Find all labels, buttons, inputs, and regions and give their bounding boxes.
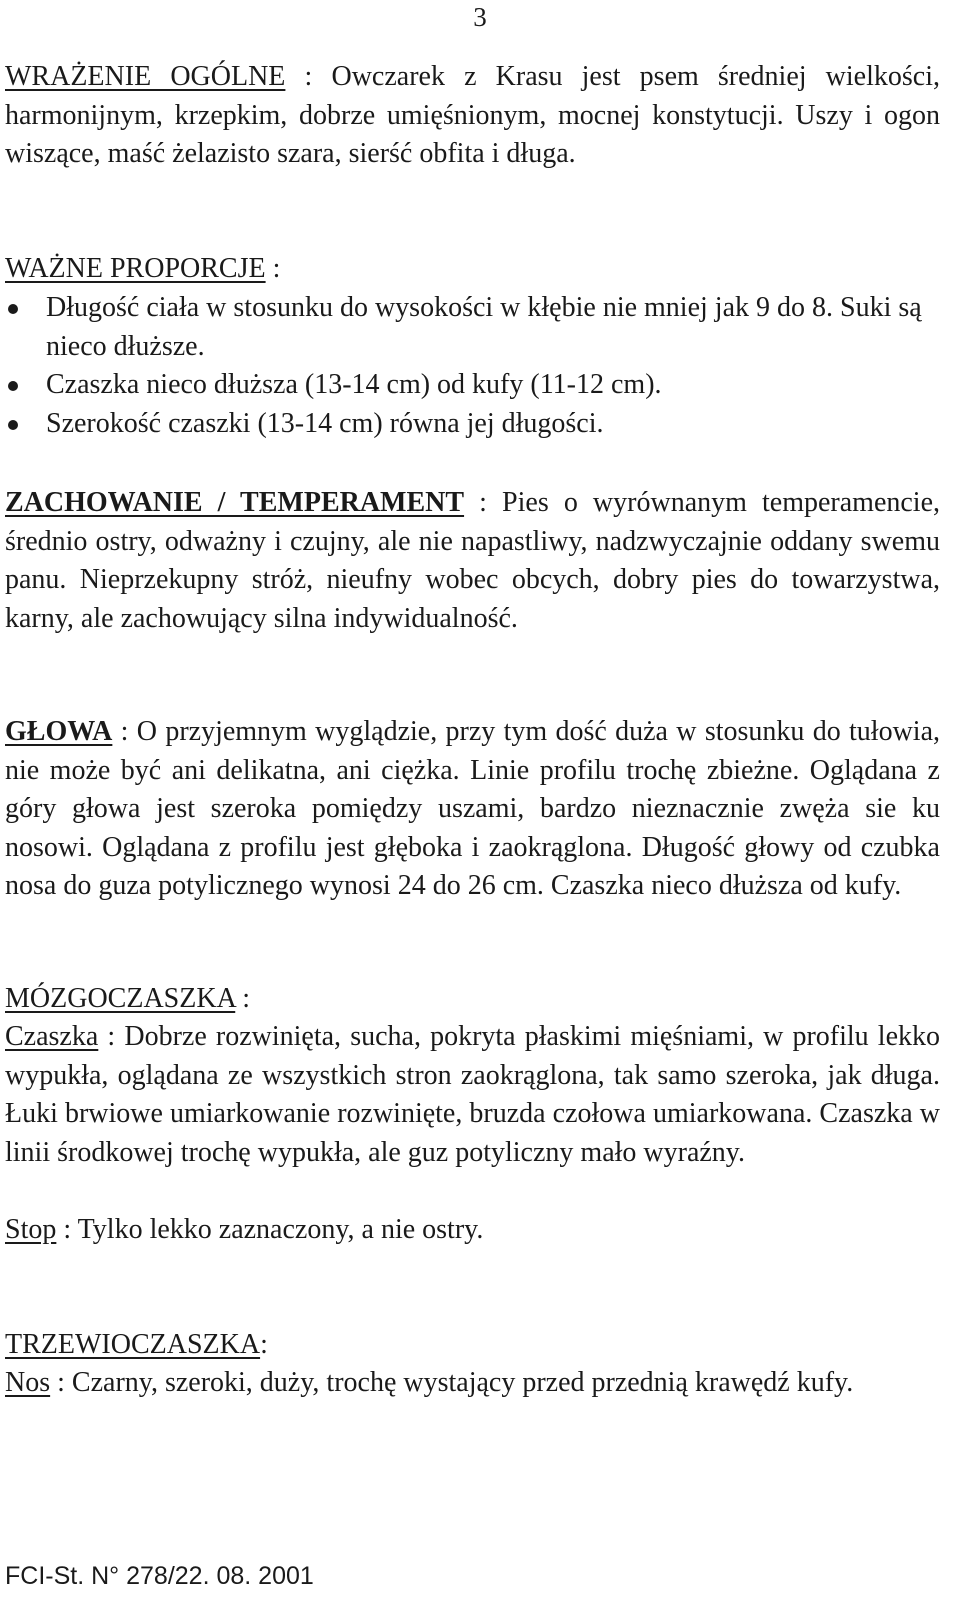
facial-heading-line — [5, 1326, 940, 1365]
skull-section — [5, 1018, 940, 1172]
skull-label: Czaszka — [5, 1021, 99, 1052]
nose-text: Czarny, szeroki, duży, trochę wystający przed przednią krawędź kufy. — [71, 1367, 854, 1398]
skull-separator: : — [98, 1021, 125, 1052]
list-item — [5, 405, 940, 444]
stop-text: Tylko lekko zaznaczony, a nie ostry. — [77, 1214, 484, 1245]
stop-separator: : — [56, 1214, 78, 1245]
nose-separator: : — [50, 1367, 72, 1398]
cranial-heading-line — [5, 980, 940, 1019]
list-item — [5, 289, 940, 366]
general-appearance-text: Owczarek z Krasu jest psem średniej wielkości, harmonijnym, krzepkim, dobrze umięśnionym, mocnej konstytucji. Uszy i ogon wiszące, maść żelazisto szara, sierść obfita i długa. — [5, 61, 940, 169]
proportions-list — [5, 289, 940, 443]
cranial-heading: MÓZGOCZASZKA — [5, 983, 236, 1014]
temperament-section — [5, 484, 940, 638]
temperament-heading: ZACHOWANIE / TEMPERAMENT — [5, 487, 465, 518]
footer-standard-reference: FCI-St. N° 278/22. 08. 2001 — [5, 1562, 314, 1590]
head-text: O przyjemnym wyglądzie, przy tym dość duża w stosunku do tułowia, nie może być ani delikatna, ani ciężka. Linie profilu trochę zbieżne. Oglądana z góry głowa jest szeroka pomiędzy uszami, bardzo nieznacznie zwęża sie ku nosowi. Oglądana z profilu jest głęboka i zaokrąglona. Długość głowy od czubka nosa do guza potylicznego wynosi 24 do 26 cm. Czaszka nieco dłuższa od kufy. — [5, 716, 941, 901]
skull-text: Dobrze rozwinięta, sucha, pokryta płaskimi mięśniami, w profilu lekko wypukła, oglądana ze wszystkich stron zaokrąglona, tak samo szeroka, jak długa. Łuki brwiowe umiarkowanie rozwinięte, bruzda czołowa umiarkowana. Czaszka w linii środkowej trochę wypukła, ale guz potyliczny mało wyraźny. — [5, 1021, 941, 1168]
nose-label: Nos — [5, 1367, 51, 1398]
proportion-text: Długość ciała w stosunku do wysokości w kłębie nie mniej jak 9 do 8. Suki są nieco dłuższe. — [46, 292, 922, 362]
page-number: 3 — [473, 2, 487, 32]
proportions-heading-line — [5, 250, 940, 289]
temperament-separator: : — [464, 487, 503, 518]
stop-label: Stop — [5, 1214, 57, 1245]
bullet-icon — [8, 381, 18, 391]
general-appearance-heading: WRAŻENIE OGÓLNE — [5, 61, 286, 92]
proportions-heading: WAŻNE PROPORCJE — [5, 253, 266, 284]
head-separator: : — [112, 716, 137, 747]
bullet-icon — [8, 420, 18, 430]
general-appearance-section — [5, 58, 940, 174]
head-section — [5, 713, 940, 906]
facial-separator: : — [260, 1329, 268, 1360]
list-item — [5, 366, 940, 405]
cranial-separator: : — [235, 983, 251, 1014]
general-appearance-separator: : — [285, 61, 332, 92]
temperament-text: Pies o wyrównanym temperamencie, średnio ostry, odważny i czujny, ale nie napastliwy, nadzwyczajnie oddany swemu panu. Nieprzekupny stróż, nieufny wobec obcych, dobry pies do towarzystwa, karny, ale zachowujący silna indywidualność. — [5, 487, 941, 634]
proportion-text: Szerokość czaszki (13-14 cm) równa jej długości. — [46, 407, 604, 439]
proportions-separator: : — [265, 253, 281, 284]
head-heading: GŁOWA — [5, 716, 113, 747]
stop-section — [5, 1211, 940, 1250]
nose-section — [5, 1364, 940, 1403]
proportion-text: Czaszka nieco dłuższa (13-14 cm) od kufy (11-12 cm). — [46, 369, 662, 400]
facial-heading: TRZEWIOCZASZKA — [5, 1329, 261, 1360]
bullet-icon — [8, 304, 18, 314]
